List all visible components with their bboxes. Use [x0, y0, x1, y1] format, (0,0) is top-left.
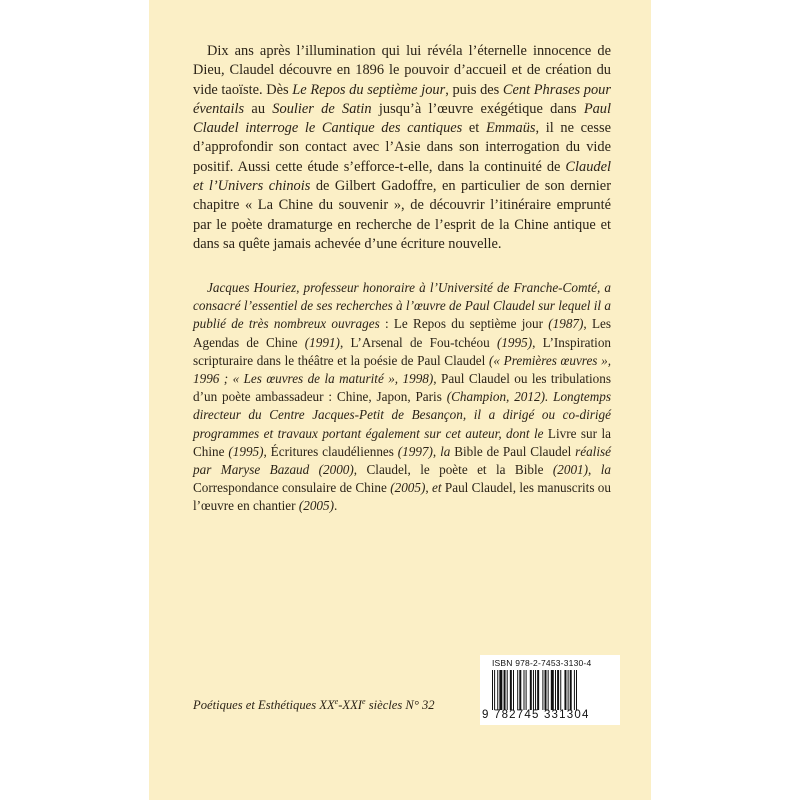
series-title: Poétiques et Esthétiques XXe-XXIe siècles N° 32 [193, 697, 435, 713]
ean-digits: 9 782745 331304 [482, 709, 590, 721]
isbn-label: ISBN 978-2-7453-3130-4 [492, 658, 592, 668]
summary-paragraph: Dix ans après l’illumination qui lui révéla l’éternelle innocence de Dieu, Claudel découvre en 1896 le pouvoir d’accueil et de création du vide taoïste. Dès Le Repos du septième jour, puis des Cent Phrases pour éventails au Soulier de Satin jusqu’à l’œuvre exégétique dans Paul Claudel interroge le Cantique des cantiques et Emmaüs, il ne cesse d’approfondir son contact avec l’Asie dans son interrogation du vide positif. Aussi cette étude s’efforce-t-elle, dans la continuité de Claudel et l’Univers chinois de Gilbert Gadoffre, en particulier de son dernier chapitre « La Chine du souvenir », de découvrir l’itinéraire emprunté par le poète dramaturge en recherche de l’esprit de la Chine antique et dans sa quête jamais achevée d’une écriture nouvelle. [193, 43, 611, 252]
isbn-barcode [480, 655, 620, 725]
author-bio: Jacques Houriez, professeur honoraire à l’Université de Franche-Comté, a consacré l’essentiel de ses recherches à l’œuvre de Paul Claudel sur lequel il a publié de très nombreux ouvrages : Le Repos du septième jour (1987), Les Agendas de Chine (1991), L’Arsenal de Fou-tchéou (1995), L’Inspiration scripturaire dans le théâtre et la poésie de Paul Claudel (« Premières œuvres », 1996 ; « Les œuvres de la maturité », 1998), Paul Claudel ou les tribulations d’un poète ambassadeur : Chine, Japon, Paris (Champion, 2012). Longtemps directeur du Centre Jacques-Petit de Besançon, il a dirigé ou co-dirigé programmes et travaux portant également sur cet auteur, dont le Livre sur la Chine (1995), Écritures claudéliennes (1997), la Bible de Paul Claudel réalisé par Maryse Bazaud (2000), Claudel, le poète et la Bible (2001), la Correspondance consulaire de Chine (2005), et Paul Claudel, les manuscrits ou l’œuvre en chantier (2005). [193, 280, 612, 514]
barcode-bars [492, 670, 612, 710]
